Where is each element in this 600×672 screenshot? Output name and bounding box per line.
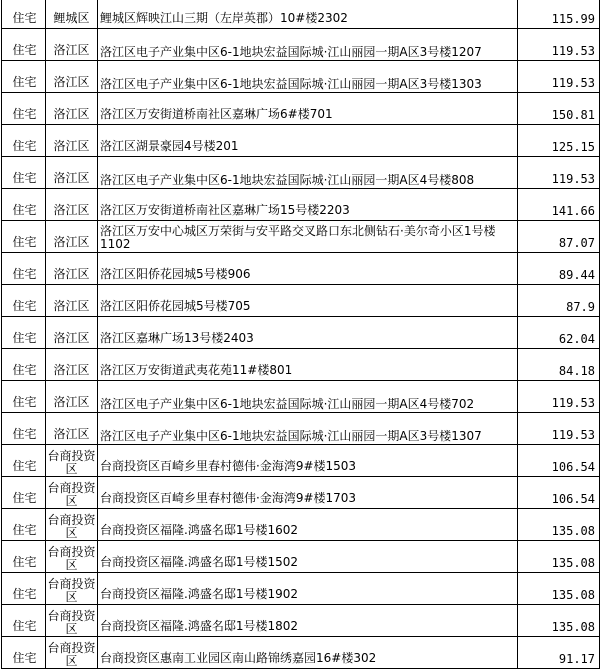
address-cell: 洛江区电子产业集中区6-1地块宏益国际城·江山丽园一期A区4号楼808 — [98, 157, 518, 189]
table-row — [2, 573, 600, 605]
table-row — [2, 605, 600, 637]
table-row — [2, 253, 600, 285]
address-cell: 洛江区电子产业集中区6-1地块宏益国际城·江山丽园一期A区4号楼702 — [98, 381, 518, 413]
address-cell: 台商投资区福隆.鸿盛名邸1号楼1902 — [98, 573, 518, 605]
area-cell: 119.53 — [518, 381, 600, 413]
table-row — [2, 0, 600, 29]
property-type-cell: 住宅 — [2, 605, 46, 637]
property-type-cell: 住宅 — [2, 445, 46, 477]
area-cell: 106.54 — [518, 477, 600, 509]
address-cell: 洛江区嘉琳广场13号楼2403 — [98, 317, 518, 349]
area-cell: 135.08 — [518, 509, 600, 541]
address-cell: 台商投资区福隆.鸿盛名邸1号楼1802 — [98, 605, 518, 637]
district-cell: 洛江区 — [46, 189, 98, 221]
district-cell: 台商投资区 — [46, 445, 98, 477]
property-type-cell: 住宅 — [2, 381, 46, 413]
area-cell: 91.17 — [518, 637, 600, 669]
property-type-cell: 住宅 — [2, 509, 46, 541]
table-row — [2, 61, 600, 93]
property-type-cell: 住宅 — [2, 221, 46, 253]
district-cell: 洛江区 — [46, 285, 98, 317]
property-type-cell: 住宅 — [2, 0, 46, 29]
table-row — [2, 157, 600, 189]
district-cell: 洛江区 — [46, 157, 98, 189]
property-type-cell: 住宅 — [2, 477, 46, 509]
area-cell: 141.66 — [518, 189, 600, 221]
property-type-cell: 住宅 — [2, 573, 46, 605]
address-cell: 台商投资区福隆.鸿盛名邸1号楼1502 — [98, 541, 518, 573]
property-type-cell: 住宅 — [2, 93, 46, 125]
area-cell: 119.53 — [518, 61, 600, 93]
address-cell: 鲤城区辉映江山三期（左岸英郡）10#楼2302 — [98, 0, 518, 29]
district-cell: 洛江区 — [46, 29, 98, 61]
address-cell: 洛江区万安街道桥南社区嘉琳广场15号楼2203 — [98, 189, 518, 221]
table-row — [2, 125, 600, 157]
table-row — [2, 445, 600, 477]
property-type-cell: 住宅 — [2, 189, 46, 221]
table-row — [2, 413, 600, 445]
table-row — [2, 317, 600, 349]
address-cell: 洛江区电子产业集中区6-1地块宏益国际城·江山丽园一期A区3号楼1207 — [98, 29, 518, 61]
property-type-cell: 住宅 — [2, 349, 46, 381]
address-cell: 台商投资区百崎乡里春村德伟·金海湾9#楼1503 — [98, 445, 518, 477]
area-cell: 119.53 — [518, 157, 600, 189]
area-cell: 135.08 — [518, 541, 600, 573]
table-row — [2, 221, 600, 253]
table-row — [2, 381, 600, 413]
property-type-cell: 住宅 — [2, 61, 46, 93]
address-cell: 洛江区万安中心城区万荣街与安平路交叉路口东北侧钻石·美尔奇小区1号楼1102 — [98, 221, 518, 253]
district-cell: 台商投资区 — [46, 573, 98, 605]
address-cell: 洛江区阳侨花园城5号楼705 — [98, 285, 518, 317]
property-type-cell: 住宅 — [2, 285, 46, 317]
area-cell: 135.08 — [518, 605, 600, 637]
area-cell: 150.81 — [518, 93, 600, 125]
table-row — [2, 477, 600, 509]
table-row — [2, 509, 600, 541]
address-cell: 台商投资区惠南工业园区南山路锦绣嘉园16#楼302 — [98, 637, 518, 669]
property-type-cell: 住宅 — [2, 29, 46, 61]
district-cell: 台商投资区 — [46, 637, 98, 669]
area-cell: 125.15 — [518, 125, 600, 157]
address-cell: 洛江区电子产业集中区6-1地块宏益国际城·江山丽园一期A区3号楼1303 — [98, 61, 518, 93]
district-cell: 洛江区 — [46, 61, 98, 93]
district-cell: 洛江区 — [46, 221, 98, 253]
address-cell: 台商投资区百崎乡里春村德伟·金海湾9#楼1703 — [98, 477, 518, 509]
property-type-cell: 住宅 — [2, 157, 46, 189]
address-cell: 台商投资区福隆.鸿盛名邸1号楼1602 — [98, 509, 518, 541]
table-row — [2, 637, 600, 669]
area-cell: 119.53 — [518, 29, 600, 61]
property-type-cell: 住宅 — [2, 541, 46, 573]
table-row — [2, 349, 600, 381]
district-cell: 洛江区 — [46, 317, 98, 349]
table-row — [2, 285, 600, 317]
area-cell: 62.04 — [518, 317, 600, 349]
address-cell: 洛江区万安街道武夷花苑11#楼801 — [98, 349, 518, 381]
property-type-cell: 住宅 — [2, 413, 46, 445]
table-row — [2, 93, 600, 125]
address-cell: 洛江区阳侨花园城5号楼906 — [98, 253, 518, 285]
district-cell: 洛江区 — [46, 125, 98, 157]
area-cell: 119.53 — [518, 413, 600, 445]
district-cell: 洛江区 — [46, 381, 98, 413]
area-cell: 106.54 — [518, 445, 600, 477]
district-cell: 台商投资区 — [46, 477, 98, 509]
property-type-cell: 住宅 — [2, 253, 46, 285]
address-cell: 洛江区湖景豪园4号楼201 — [98, 125, 518, 157]
district-cell: 台商投资区 — [46, 541, 98, 573]
property-table — [1, 0, 600, 669]
area-cell: 87.9 — [518, 285, 600, 317]
address-cell: 洛江区电子产业集中区6-1地块宏益国际城·江山丽园一期A区3号楼1307 — [98, 413, 518, 445]
property-type-cell: 住宅 — [2, 317, 46, 349]
table-row — [2, 29, 600, 61]
area-cell: 84.18 — [518, 349, 600, 381]
area-cell: 89.44 — [518, 253, 600, 285]
district-cell: 鲤城区 — [46, 0, 98, 29]
district-cell: 台商投资区 — [46, 509, 98, 541]
table-row — [2, 541, 600, 573]
district-cell: 洛江区 — [46, 413, 98, 445]
address-cell: 洛江区万安街道桥南社区嘉琳广场6#楼701 — [98, 93, 518, 125]
district-cell: 洛江区 — [46, 349, 98, 381]
property-type-cell: 住宅 — [2, 125, 46, 157]
district-cell: 洛江区 — [46, 93, 98, 125]
district-cell: 洛江区 — [46, 253, 98, 285]
area-cell: 115.99 — [518, 0, 600, 29]
area-cell: 87.07 — [518, 221, 600, 253]
property-type-cell: 住宅 — [2, 637, 46, 669]
property-table-body — [2, 0, 600, 669]
district-cell: 台商投资区 — [46, 605, 98, 637]
table-row — [2, 189, 600, 221]
area-cell: 135.08 — [518, 573, 600, 605]
